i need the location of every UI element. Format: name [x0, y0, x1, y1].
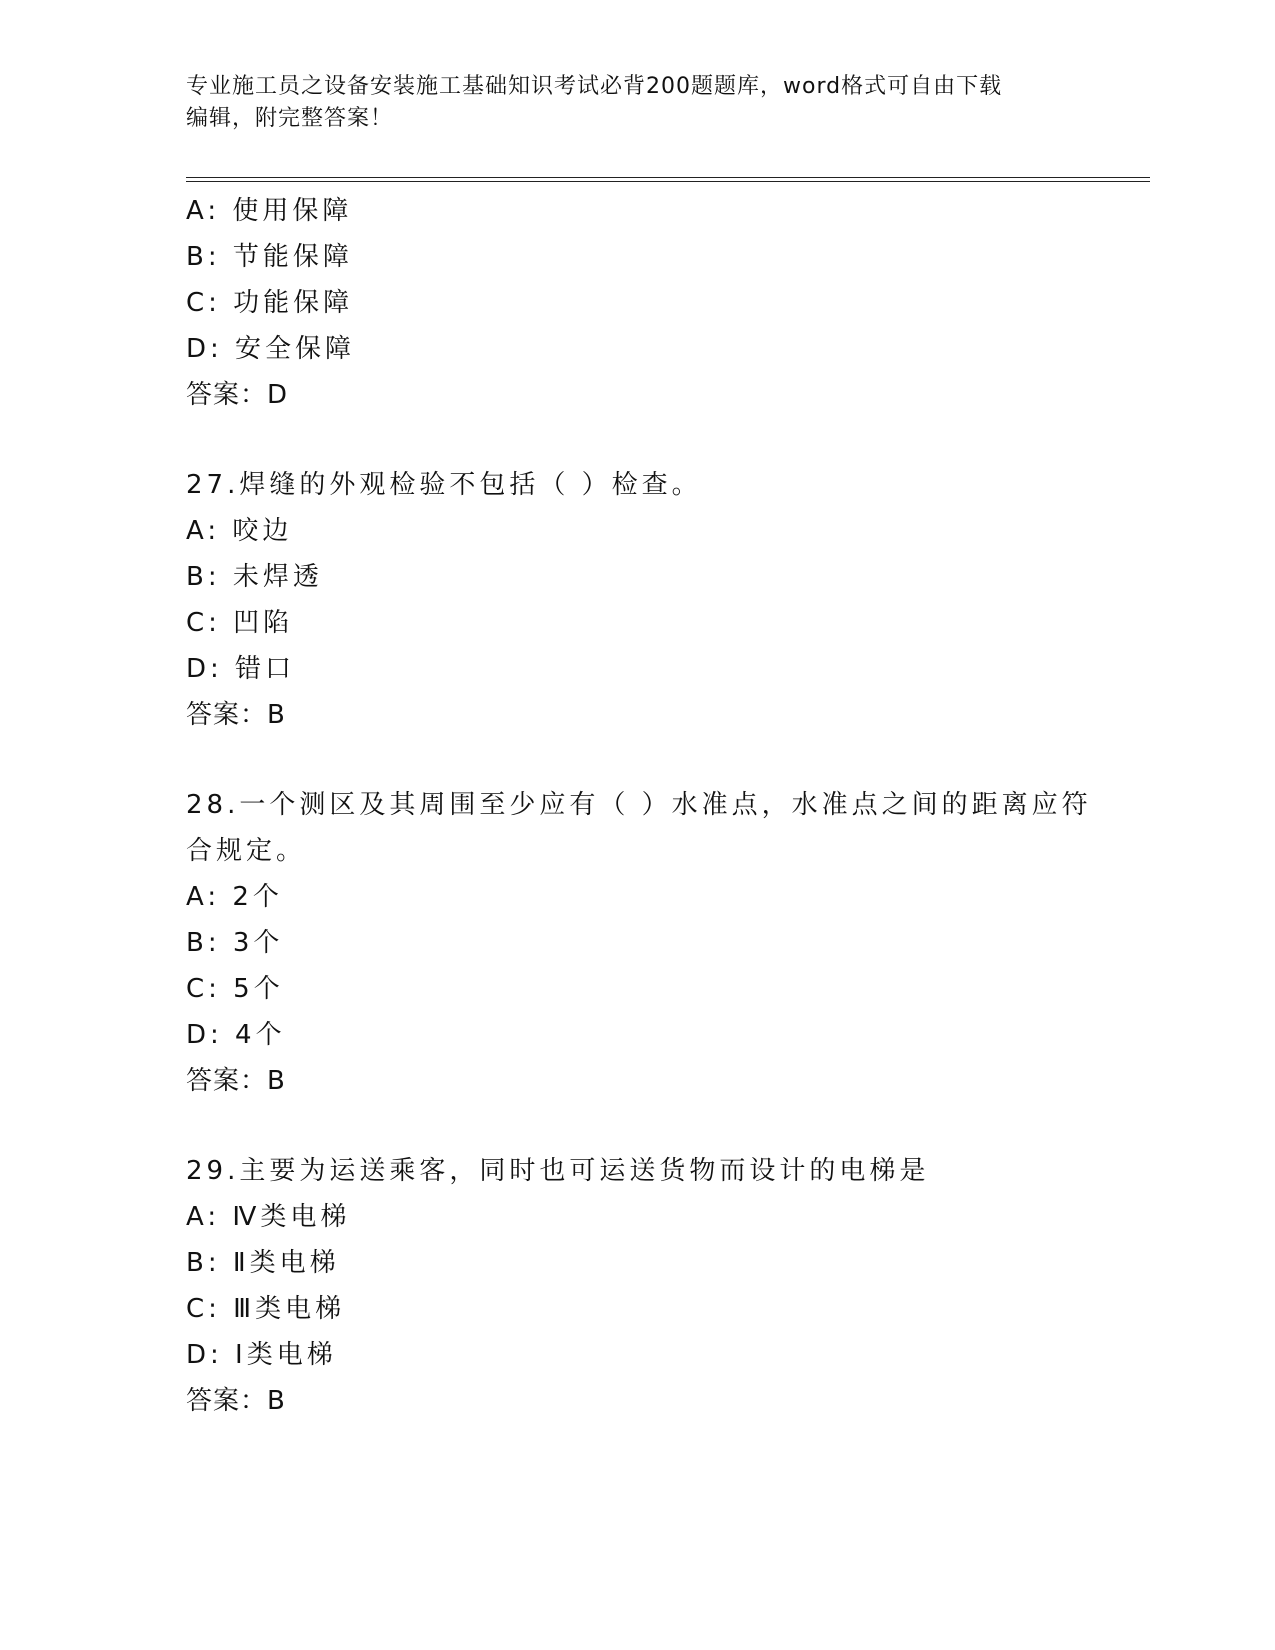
question-list [186, 188, 1092, 1424]
option-a: A: 咬边 [186, 516, 293, 546]
spacer [186, 738, 1086, 782]
spacer [186, 418, 1086, 462]
answer-label: 答案：D [186, 380, 289, 410]
option-b: B: 未焊透 [186, 562, 323, 592]
option-a: A: 使用保障 [186, 196, 353, 226]
option-b: B: Ⅱ类电梯 [186, 1248, 340, 1278]
option-c: C: 凹陷 [186, 608, 294, 638]
question-text-line-1: 28.一个测区及其周围至少应有（ ）水准点，水准点之间的距离应符 [186, 790, 1092, 820]
question-text: 29.主要为运送乘客，同时也可运送货物而设计的电梯是 [186, 1156, 930, 1186]
option-b: B: 节能保障 [186, 242, 353, 272]
option-c: C: 功能保障 [186, 288, 354, 318]
option-d: D: 安全保障 [186, 334, 356, 364]
option-a: A: 2个 [186, 882, 283, 912]
answer-label: 答案：B [186, 700, 286, 730]
title-line-1: 专业施工员之设备安装施工基础知识考试必背200题题库，word格式可自由下载 [186, 74, 1003, 99]
document-title [186, 71, 1066, 135]
header-divider-top [186, 177, 1150, 178]
question-28 [186, 782, 1092, 1104]
option-c: C: 5个 [186, 974, 284, 1004]
option-d: D: 4个 [186, 1020, 286, 1050]
option-b: B: 3个 [186, 928, 284, 958]
option-d: D: Ⅰ类电梯 [186, 1340, 337, 1370]
title-line-2: 编辑，附完整答案！ [186, 106, 394, 131]
option-d: D: 错口 [186, 654, 296, 684]
question-27 [186, 462, 1086, 738]
answer-label: 答案：B [186, 1066, 286, 1096]
question-text-line-2: 合规定。 [186, 836, 307, 866]
option-c: C: Ⅲ类电梯 [186, 1294, 346, 1324]
question-29 [186, 1148, 1086, 1424]
spacer [186, 1104, 1086, 1148]
answer-label: 答案：B [186, 1386, 286, 1416]
option-a: A: Ⅳ类电梯 [186, 1202, 351, 1232]
question-26 [186, 188, 1086, 418]
question-text: 27.焊缝的外观检验不包括（ ）检查。 [186, 470, 702, 500]
header-divider-bottom [186, 181, 1150, 182]
